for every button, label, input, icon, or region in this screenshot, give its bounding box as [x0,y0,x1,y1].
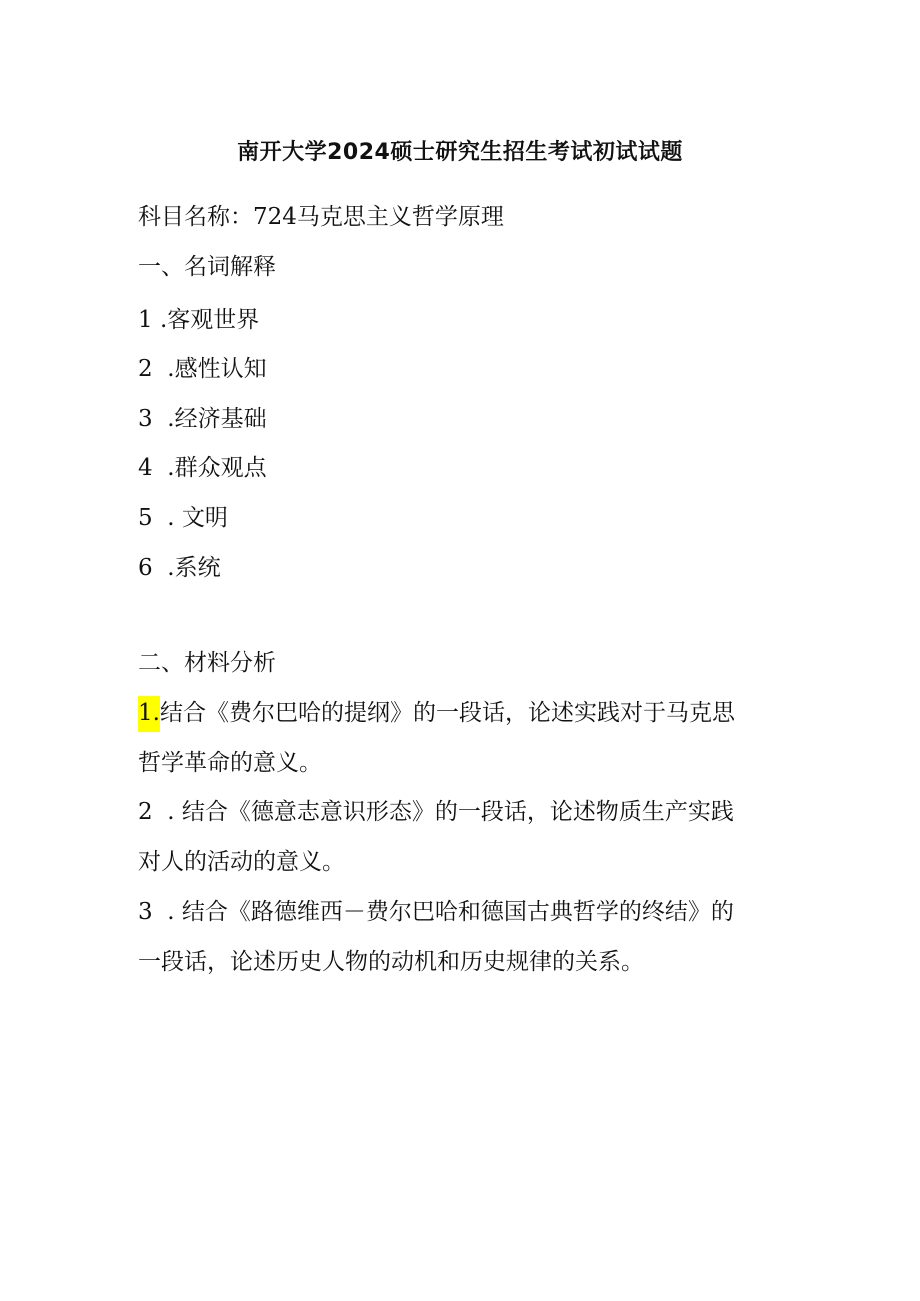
question-text: 结合《费尔巴哈的提纲》的一段话，论述实践对于马克思 [159,700,735,726]
item-number: 1 [138,307,153,333]
item-text: 感性认知 [174,356,267,382]
item-separator: . [152,505,182,531]
item-separator: . [152,307,168,333]
question-item [138,796,788,828]
item-separator: . [152,455,175,481]
term-item [138,452,788,484]
term-item [138,502,788,534]
item-separator: . [152,799,182,825]
page-title: 南开大学2024硕士研究生招生考试初试试题 [237,140,683,165]
item-number: 2 [138,799,153,825]
item-number: 3 [138,406,153,432]
question-continuation: 一段话，论述历史人物的动机和历史规律的关系。 [138,949,644,975]
question-text: 结合《德意志意识形态》的一段话，论述物质生产实践 [181,799,734,825]
item-separator: . [152,899,182,925]
item-text: 文明 [181,505,228,531]
highlighted-number: 1. [138,696,160,732]
question-item [138,697,788,729]
item-text: 群众观点 [174,455,267,481]
term-item [138,353,788,385]
item-separator: . [152,406,175,432]
item-number: 6 [138,555,153,581]
question-continuation: 哲学革命的意义。 [138,750,322,776]
question-text: 结合《路德维西－费尔巴哈和德国古典哲学的终结》的 [181,899,734,925]
item-number: 4 [138,455,153,481]
question-item [138,896,788,928]
item-separator: . [152,356,175,382]
item-text: 经济基础 [174,406,267,432]
item-text: 系统 [174,555,221,581]
term-item [138,552,788,584]
term-item [138,403,788,435]
section2-heading: 二、材料分析 [138,650,276,676]
term-item [138,304,788,336]
item-number: 5 [138,505,153,531]
subject-line: 科目名称：724马克思主义哲学原理 [138,204,504,230]
item-separator: . [152,555,175,581]
section1-heading: 一、名词解释 [138,254,276,280]
item-text: 客观世界 [167,307,260,333]
item-number: 2 [138,356,153,382]
item-number: 3 [138,899,153,925]
question-continuation: 对人的活动的意义。 [138,849,345,875]
